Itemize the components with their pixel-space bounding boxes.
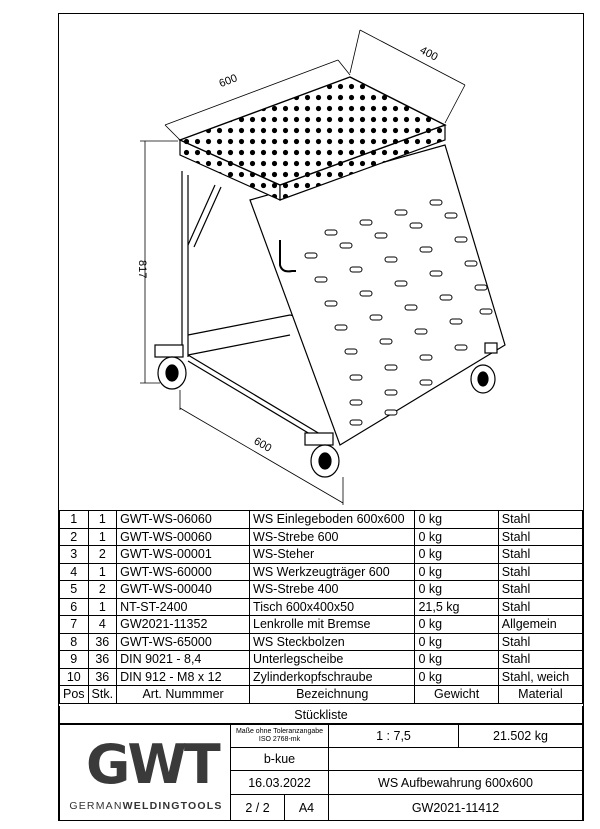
bom-cell-art: GWT-WS-06060 [117, 511, 250, 529]
bom-cell-qty: 1 [88, 511, 117, 529]
header-pos: Pos [60, 686, 89, 704]
header-qty: Stk. [88, 686, 117, 704]
table-row [60, 633, 583, 651]
header-weight: Gewicht [415, 686, 498, 704]
dim-width-top: 600 [217, 72, 240, 91]
bom-cell-desc: WS Einlegeboden 600x600 [250, 511, 415, 529]
bom-cell-weight: 0 kg [415, 528, 498, 546]
paper-format: A4 [284, 794, 329, 821]
bom-cell-art: GWT-WS-00040 [117, 581, 250, 599]
bom-cell-qty: 36 [88, 633, 117, 651]
bom-header [60, 686, 583, 704]
bom-cell-material: Stahl [498, 581, 582, 599]
bom-cell-material: Allgemein [498, 616, 582, 634]
bom-cell-art: GWT-WS-60000 [117, 563, 250, 581]
bom-cell-qty: 4 [88, 616, 117, 634]
table-row [60, 598, 583, 616]
bom-cell-pos: 3 [60, 546, 89, 564]
bom-cell-art: GWT-WS-00001 [117, 546, 250, 564]
title-block [59, 724, 583, 821]
bom-cell-qty: 36 [88, 651, 117, 669]
bom-cell-desc: WS-Strebe 600 [250, 528, 415, 546]
bom-cell-qty: 36 [88, 668, 117, 686]
bom-cell-qty: 2 [88, 546, 117, 564]
bom-cell-pos: 10 [60, 668, 89, 686]
bom-cell-material: Stahl [498, 633, 582, 651]
drawing-title: WS Aufbewahrung 600x600 [328, 770, 583, 795]
bom-cell-art: GWT-WS-65000 [117, 633, 250, 651]
bom-cell-art: GW2021-11352 [117, 616, 250, 634]
bom-cell-material: Stahl [498, 563, 582, 581]
company-name: GERMANWELDINGTOOLS [69, 800, 223, 812]
tolerance-note: Maße ohne Toleranzangabe ISO 2768-mk [230, 724, 329, 748]
bom-cell-material: Stahl, weich [498, 668, 582, 686]
drawing-number: GW2021-11412 [328, 794, 583, 821]
header-art: Art. Nummmer [117, 686, 250, 704]
bom-cell-pos: 8 [60, 633, 89, 651]
table-row [60, 563, 583, 581]
table-row [60, 616, 583, 634]
caster-wheel [155, 345, 186, 389]
bom-cell-weight: 0 kg [415, 563, 498, 581]
bom-cell-qty: 1 [88, 598, 117, 616]
bom-cell-art: NT-ST-2400 [117, 598, 250, 616]
bom-cell-weight: 0 kg [415, 546, 498, 564]
technical-drawing [60, 15, 582, 509]
date: 16.03.2022 [230, 770, 329, 795]
bom-cell-weight: 0 kg [415, 616, 498, 634]
table-row [60, 528, 583, 546]
header-material: Material [498, 686, 582, 704]
bom-cell-pos: 9 [60, 651, 89, 669]
bom-cell-weight: 0 kg [415, 511, 498, 529]
table-row [60, 668, 583, 686]
bill-of-materials [59, 510, 583, 704]
dim-depth-top: 400 [417, 44, 440, 64]
bom-cell-material: Stahl [498, 598, 582, 616]
bom-cell-art: DIN 912 - M8 x 12 [117, 668, 250, 686]
bom-cell-qty: 1 [88, 528, 117, 546]
bom-cell-desc: WS-Steher [250, 546, 415, 564]
bom-cell-desc: WS Werkzeugträger 600 [250, 563, 415, 581]
bom-cell-desc: Unterlegscheibe [250, 651, 415, 669]
bom-cell-art: GWT-WS-00060 [117, 528, 250, 546]
table-row [60, 546, 583, 564]
bom-cell-qty: 1 [88, 563, 117, 581]
bom-cell-weight: 21,5 kg [415, 598, 498, 616]
bom-title: Stückliste [59, 706, 583, 724]
bom-cell-desc: Tisch 600x400x50 [250, 598, 415, 616]
bom-cell-material: Stahl [498, 528, 582, 546]
bom-cell-pos: 1 [60, 511, 89, 529]
bom-cell-pos: 7 [60, 616, 89, 634]
table-row [60, 651, 583, 669]
bom-cell-qty: 2 [88, 581, 117, 599]
bom-cell-art: DIN 9021 - 8,4 [117, 651, 250, 669]
bom-cell-pos: 6 [60, 598, 89, 616]
dim-height: 817 [136, 260, 148, 279]
logo-mark: GWT [86, 733, 218, 796]
author: b-kue [230, 747, 329, 771]
bom-cell-weight: 0 kg [415, 668, 498, 686]
dim-width-bottom: 600 [251, 435, 274, 455]
blank-field [328, 747, 583, 771]
sheet-number: 2 / 2 [230, 794, 285, 821]
bom-cell-desc: WS-Strebe 400 [250, 581, 415, 599]
bom-cell-desc: Zylinderkopfschraube [250, 668, 415, 686]
scale: 1 : 7,5 [328, 724, 459, 748]
bom-cell-desc: Lenkrolle mit Bremse [250, 616, 415, 634]
bom-cell-material: Stahl [498, 511, 582, 529]
company-logo [59, 724, 231, 821]
bom-cell-desc: WS Steckbolzen [250, 633, 415, 651]
header-desc: Bezeichnung [250, 686, 415, 704]
bom-cell-material: Stahl [498, 651, 582, 669]
bom-cell-pos: 5 [60, 581, 89, 599]
bom-cell-pos: 4 [60, 563, 89, 581]
table-row [60, 511, 583, 529]
bom-cell-material: Stahl [498, 546, 582, 564]
table-row [60, 581, 583, 599]
bom-cell-weight: 0 kg [415, 651, 498, 669]
caster-wheel [305, 433, 339, 477]
bom-cell-weight: 0 kg [415, 633, 498, 651]
bom-cell-pos: 2 [60, 528, 89, 546]
bom-cell-weight: 0 kg [415, 581, 498, 599]
total-weight: 21.502 kg [458, 724, 583, 748]
